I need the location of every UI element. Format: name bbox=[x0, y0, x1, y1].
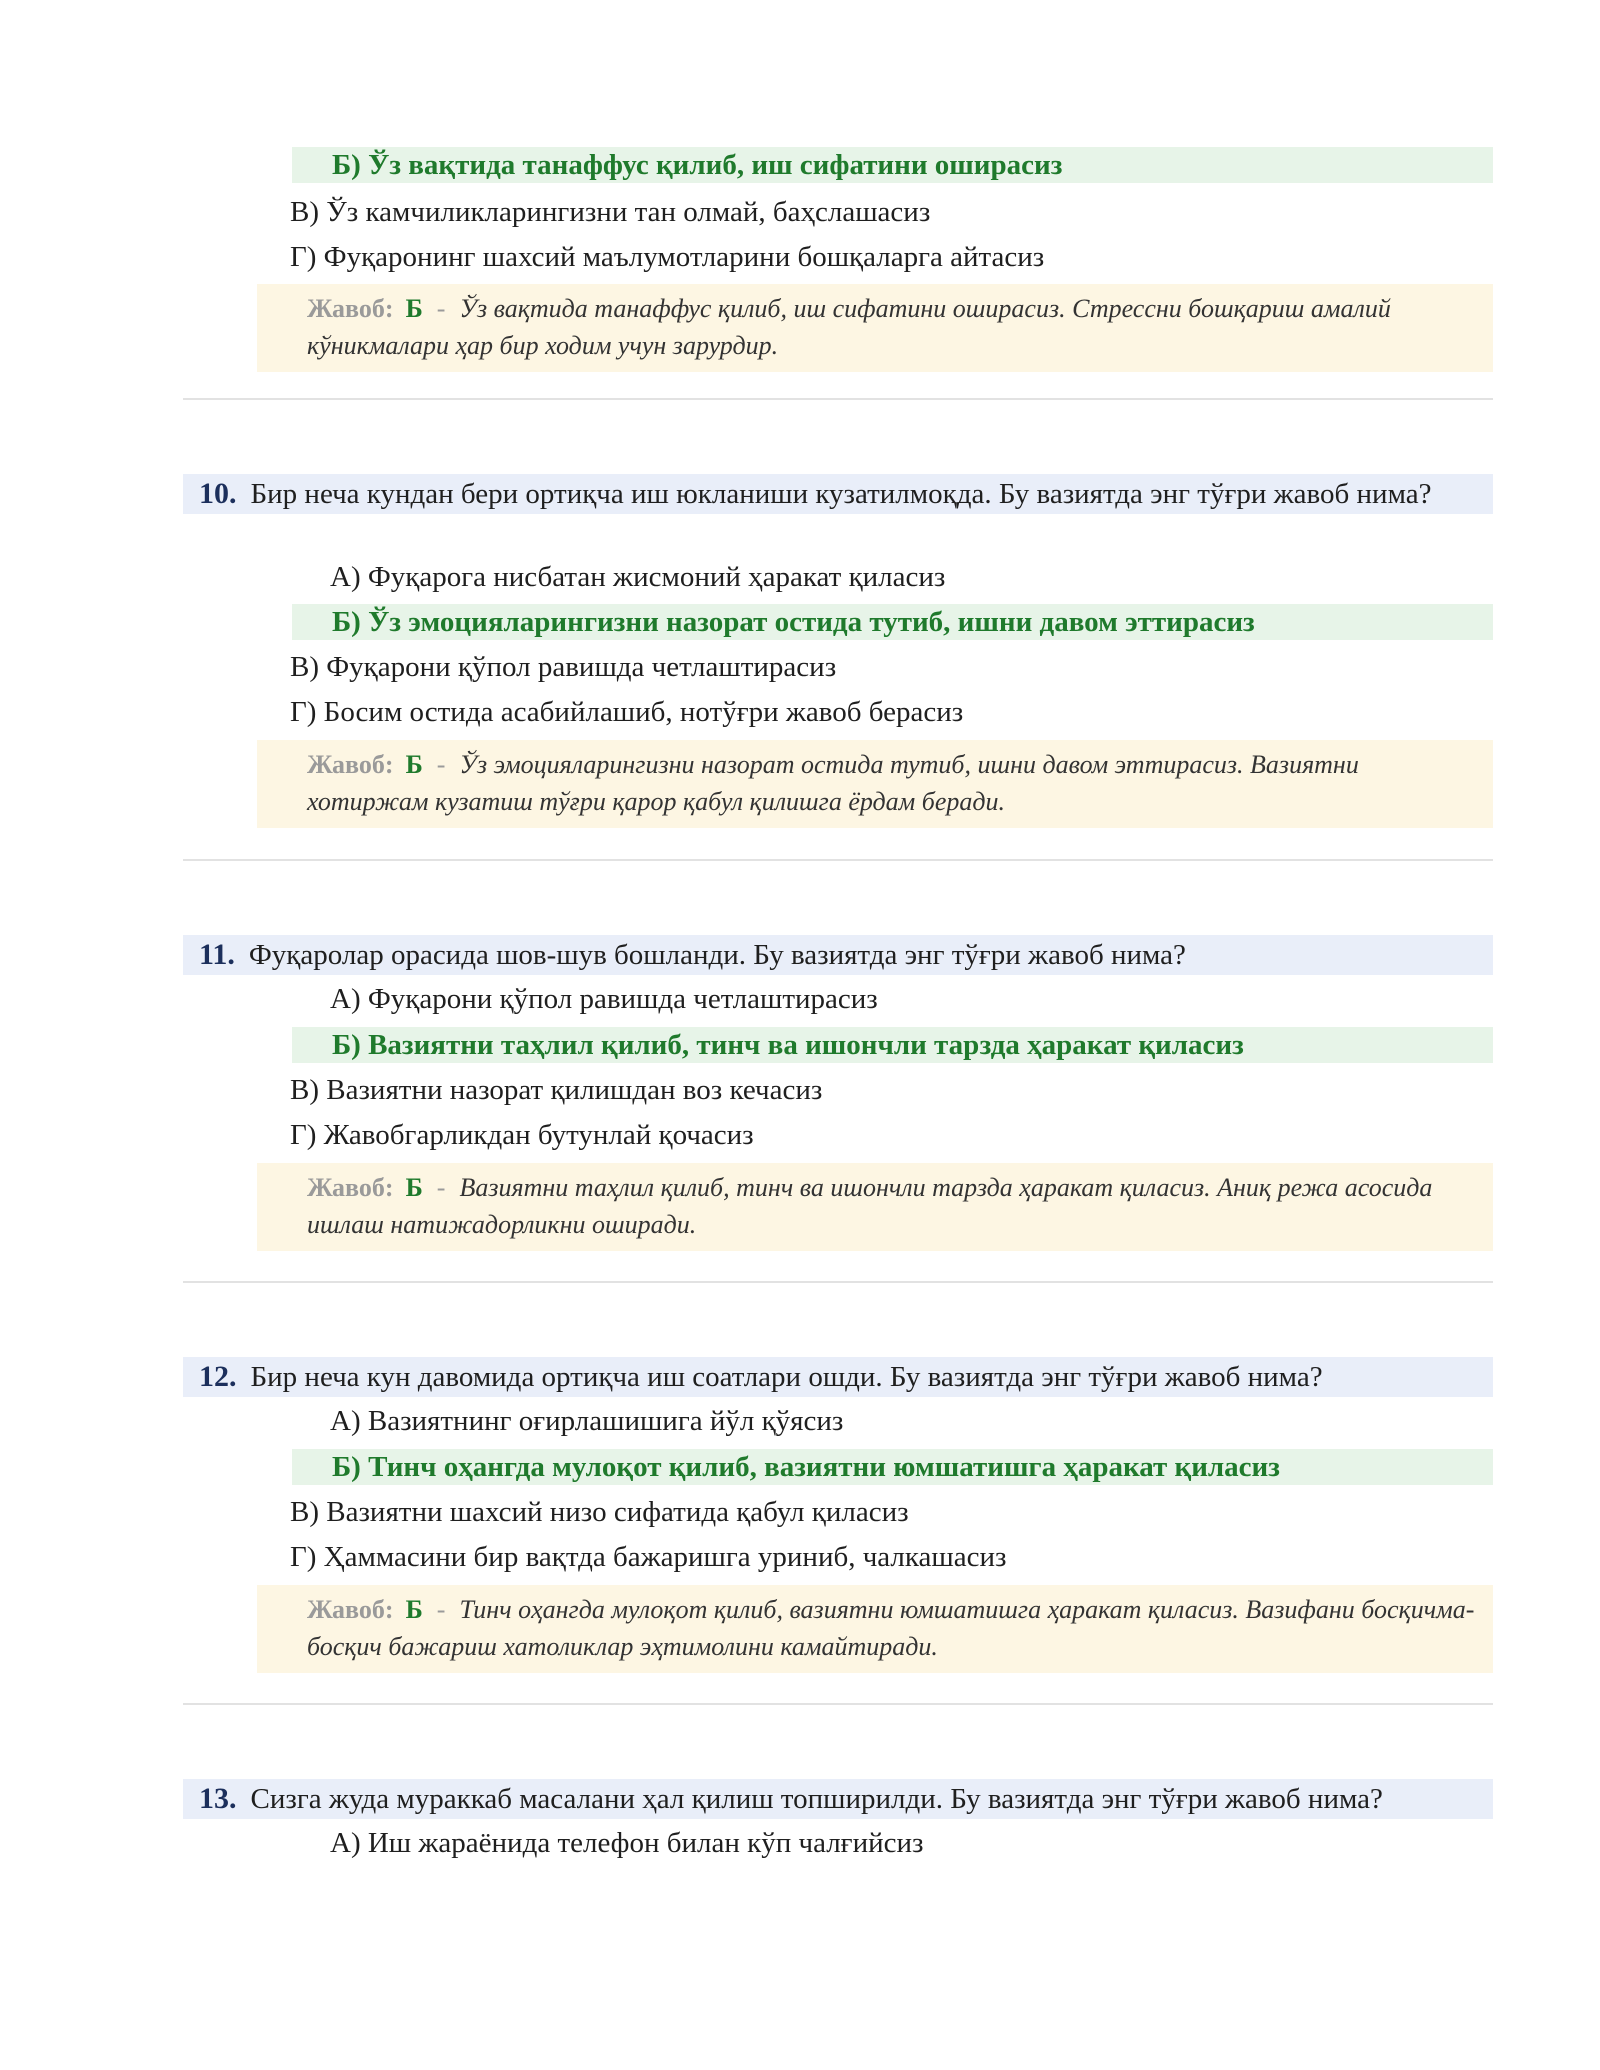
question-number: 13. bbox=[199, 1782, 237, 1815]
answer-dash: - bbox=[436, 1595, 446, 1624]
q11-option-a[interactable]: А) Фуқарони қўпол равишда четлаштирасиз bbox=[330, 983, 878, 1015]
answer-key: Б bbox=[405, 1173, 423, 1202]
q12-option-v[interactable]: В) Вазиятни шахсий низо сифатида қабул қиласиз bbox=[290, 1496, 909, 1528]
q11-option-v[interactable]: В) Вазиятни назорат қилишдан воз кечасиз bbox=[290, 1074, 823, 1106]
question-text: Сизга жуда мураккаб масалани ҳал қилиш топширилди. Бу вазиятда энг тўғри жавоб нима? bbox=[250, 1783, 1383, 1815]
answer-dash: - bbox=[436, 750, 446, 779]
question-text: Фуқаролар орасида шов-шув бошланди. Бу вазиятда энг тўғри жавоб нима? bbox=[248, 939, 1186, 971]
q12-option-g[interactable]: Г) Ҳаммасини бир вақтда бажаришга уриниб, чалкашасиз bbox=[290, 1541, 1007, 1573]
q11-option-g[interactable]: Г) Жавобгарликдан бутунлай қочасиз bbox=[290, 1119, 754, 1151]
answer-label: Жавоб: bbox=[307, 294, 394, 323]
q11-question bbox=[183, 935, 1493, 975]
answer-key: Б bbox=[405, 294, 423, 323]
divider bbox=[183, 859, 1493, 861]
question-number: 11. bbox=[199, 938, 235, 971]
answer-dash: - bbox=[436, 294, 446, 323]
q12-question bbox=[183, 1357, 1493, 1397]
q10-question bbox=[183, 474, 1493, 514]
q13-option-a[interactable]: А) Иш жараёнида телефон билан кўп чалғийсиз bbox=[330, 1827, 924, 1859]
divider bbox=[183, 1281, 1493, 1283]
answer-key: Б bbox=[405, 750, 423, 779]
q9-option-b-correct[interactable]: Б) Ўз вақтида танаффус қилиб, иш сифатини оширасиз bbox=[292, 147, 1493, 183]
answer-label: Жавоб: bbox=[307, 750, 394, 779]
answer-label: Жавоб: bbox=[307, 1595, 394, 1624]
answer-explanation: Тинч оҳангда мулоқот қилиб, вазиятни юмшатишга ҳаракат қиласиз. Вазифани босқичма-босқич бажариш хатоликлар эҳтимолини камайтиради. bbox=[307, 1595, 1475, 1661]
answer-key: Б bbox=[405, 1595, 423, 1624]
q10-option-a[interactable]: А) Фуқарога нисбатан жисмоний ҳаракат қиласиз bbox=[330, 561, 946, 593]
question-text: Бир неча кун давомида ортиқча иш соатлари ошди. Бу вазиятда энг тўғри жавоб нима? bbox=[250, 1361, 1323, 1393]
q9-option-g[interactable]: Г) Фуқаронинг шахсий маълумотларини бошқаларга айтасиз bbox=[290, 241, 1045, 273]
q11-answer-box bbox=[257, 1163, 1493, 1251]
answer-explanation: Ўз вақтида танаффус қилиб, иш сифатини оширасиз. Стрессни бошқариш амалий кўникмалари ҳар бир ходим учун зарурдир. bbox=[307, 294, 1391, 360]
divider bbox=[183, 1703, 1493, 1705]
question-text: Бир неча кундан бери ортиқча иш юкланиши кузатилмоқда. Бу вазиятда энг тўғри жавоб нима? bbox=[250, 478, 1432, 510]
divider bbox=[183, 398, 1493, 400]
q12-option-b-correct[interactable]: Б) Тинч оҳангда мулоқот қилиб, вазиятни юмшатишга ҳаракат қиласиз bbox=[292, 1449, 1493, 1485]
q10-answer-box bbox=[257, 740, 1493, 828]
answer-explanation: Вазиятни таҳлил қилиб, тинч ва ишончли тарзда ҳаракат қиласиз. Аниқ режа асосида ишлаш натижадорликни оширади. bbox=[307, 1173, 1433, 1239]
answer-dash: - bbox=[436, 1173, 446, 1202]
q9-option-v[interactable]: В) Ўз камчиликларингизни тан олмай, баҳслашасиз bbox=[290, 196, 931, 228]
q10-option-g[interactable]: Г) Босим остида асабийлашиб, нотўғри жавоб берасиз bbox=[290, 696, 964, 728]
q10-option-b-correct[interactable]: Б) Ўз эмоцияларингизни назорат остида тутиб, ишни давом эттирасиз bbox=[292, 604, 1493, 640]
q12-option-a[interactable]: А) Вазиятнинг оғирлашишига йўл қўясиз bbox=[330, 1405, 844, 1437]
q12-answer-box bbox=[257, 1585, 1493, 1673]
q11-option-b-correct[interactable]: Б) Вазиятни таҳлил қилиб, тинч ва ишончли тарзда ҳаракат қиласиз bbox=[292, 1027, 1493, 1063]
question-number: 12. bbox=[199, 1360, 237, 1393]
answer-label: Жавоб: bbox=[307, 1173, 394, 1202]
question-number: 10. bbox=[199, 477, 237, 510]
q10-option-v[interactable]: В) Фуқарони қўпол равишда четлаштирасиз bbox=[290, 651, 837, 683]
answer-explanation: Ўз эмоцияларингизни назорат остида тутиб, ишни давом эттирасиз. Вазиятни хотиржам кузатиш тўғри қарор қабул қилишга ёрдам беради. bbox=[307, 750, 1359, 816]
q9-answer-box bbox=[257, 284, 1493, 372]
q13-question bbox=[183, 1779, 1493, 1819]
